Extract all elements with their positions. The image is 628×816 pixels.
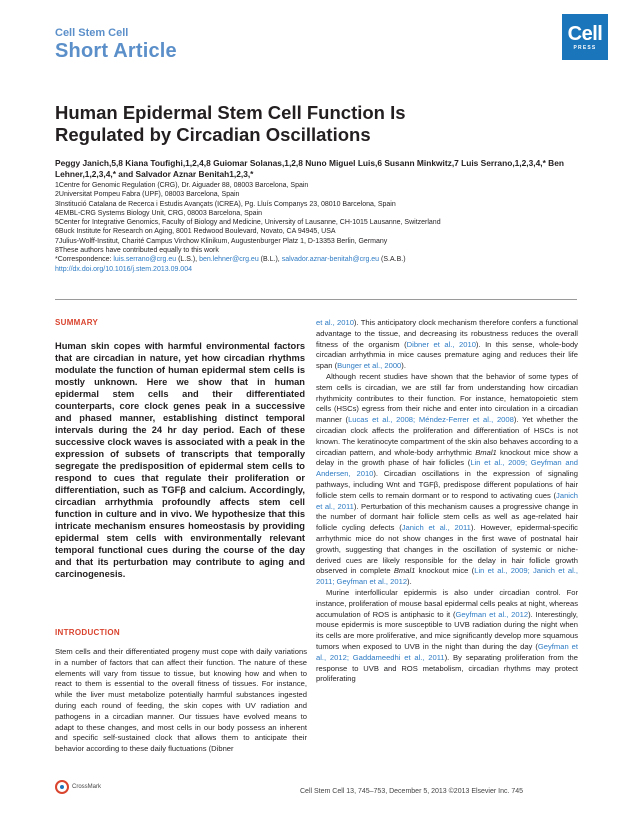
article-type: Short Article	[55, 40, 177, 62]
text-run: Although recent studies have shown that the behavior of some types of stem cells is circadian, we are still far from understanding how circadian rhythmicity contributes to their function. For instance, hematopoietic stem cells (HSCs) egress from their niche and enter into circulation in a circadian manner (	[316, 371, 578, 425]
text-run: ). Circadian oscillations in the expression of signaling pathways, including Wnt and TGFβ, predispose different populations of hair follicle stem cells to remain dormant or to respond to activating cues (	[316, 469, 578, 500]
journal-name: Cell Stem Cell	[55, 27, 129, 39]
text-run: ). However, epidermal-specific arrhythmic mice do not show changes in the first wave of postnatal hair growth, suggesting that changes in the oscillation of systemic or niche-derived cues are likely responsible for the delay in hair follicle growth observed in complete	[316, 523, 578, 576]
citation-link[interactable]: et al., 2010	[316, 318, 354, 327]
affiliation-8: 8These authors have contributed equally to this work	[55, 247, 219, 255]
affiliation-2: 2Universitat Pompeu Fabra (UPF), 08003 Barcelona, Spain	[55, 191, 240, 199]
right-column	[316, 318, 578, 685]
affiliation-1: 1Centre for Genomic Regulation (CRG), Dr. Aiguader 88, 08003 Barcelona, Spain	[55, 182, 309, 189]
text-run: ).	[401, 361, 406, 371]
correspondence-prefix: *Correspondence:	[55, 256, 114, 264]
correspondence	[55, 255, 585, 264]
crossmark-badge[interactable]	[55, 780, 101, 794]
crossmark-label: CrossMark	[72, 784, 102, 790]
correspondence-name-1: (L.S.),	[176, 256, 200, 264]
crossmark-icon	[55, 780, 69, 794]
logo-word: Cell	[567, 22, 603, 45]
affiliation-5: 5Center for Integrative Genomics, Faculty of Biology and Medicine, University of Lausanne, CH-1015 Lausanne, Switzerland	[55, 219, 441, 227]
text-run: ). Perturbation of this mechanism causes a progressive change in the number of dormant hair follicle stem cells as well as age-related hair follicle cycling defects (	[316, 501, 578, 533]
cell-press-logo	[562, 14, 608, 60]
email-link-1[interactable]: luis.serrano@crg.eu	[113, 256, 177, 264]
text-run: ). By separating proliferation from the response to UVB and ROS metabolism, circadian rhythms may protect proliferating	[316, 652, 578, 684]
body-text	[316, 318, 578, 685]
logo-sub: PRESS	[573, 44, 597, 51]
affiliation-4: 4EMBL-CRG Systems Biology Unit, CRG, 08003 Barcelona, Spain	[55, 209, 262, 217]
text-run: ). Interestingly, mouse epidermis is more susceptible to UVB radiation during the night when its cells are more proliferative, and mice significantly develop more squamous tumors when exposed to UVB in the night than during the day (	[316, 609, 578, 651]
text-run: knockout mice (	[415, 566, 475, 576]
citation-link[interactable]: Lucas et al., 2008; Méndez-Ferrer et al., 2008	[348, 415, 514, 425]
article-title: Human Epidermal Stem Cell Function Is Regulated by Circadian Oscillations	[55, 102, 406, 145]
text-run: knockout mice show a delay in the growth phase of hair follicles (	[316, 447, 578, 468]
affiliation-3: 3Institució Catalana de Recerca i Estudis Avançats (ICREA), Pg. Lluís Companys 23, 08010 Barcelona, Spain	[55, 200, 396, 208]
correspondence-name-2: (B.L.),	[258, 256, 282, 264]
introduction-text: Stem cells and their differentiated progeny must cope with daily variations in a number of factors that can affect their function. The nature of these elements will vary from tissue to tissue, but knowing how and when to react to them is essential to the overall fitness of tissues. For instance, while the liver must metabolize potentially harmful substances ingested during each round of feeding, the skin copes with UV radiation and pathogens in a circadian manner. Our tissues have evolved means to adapt to these changes, and most cells in our body possess an inherent and specific self-sustained clock that allows them to anticipate their behavior according to these daily fluctuations (Dibner	[55, 647, 307, 754]
citation-link[interactable]: Lin et al., 2009; Janich et al., 2011; Geyfman et al., 2012	[316, 566, 578, 587]
citation-link[interactable]: Geyfman et al., 2012; Gaddameedhi et al., 2011	[316, 641, 578, 662]
affiliations	[55, 181, 585, 274]
page-footer: Cell Stem Cell 13, 745–753, December 5, 2013 ©2013 Elsevier Inc. 745	[300, 788, 524, 795]
paragraph-2	[316, 372, 578, 588]
citation-link[interactable]: Janich et al., 2011	[316, 490, 578, 511]
affiliation-7: 7Julius-Wolff-Institut, Charité Campus Virchow Klinikum, Augustenburger Platz 1, D-13353 Berlin, Germany	[55, 237, 388, 245]
left-column	[55, 318, 307, 580]
citation-link[interactable]: Geyfman et al., 2012	[455, 609, 529, 619]
paragraph-3	[316, 588, 578, 685]
citation-link[interactable]: Bunger et al., 2000	[337, 361, 402, 371]
section-divider	[55, 299, 577, 300]
text-run: ).	[407, 577, 412, 587]
doi-link[interactable]: http://dx.doi.org/10.1016/j.stem.2013.09.004	[55, 265, 192, 273]
citation-link[interactable]: Dibner et al., 2010	[406, 339, 476, 349]
gene-name: Bmal1	[475, 447, 497, 457]
correspondence-name-3: (S.A.B.)	[379, 256, 406, 264]
introduction-heading: INTRODUCTION	[55, 628, 120, 637]
affiliation-6: 6Buck Institute for Research on Aging, 8001 Redwood Boulevard, Novato, CA 94945, USA	[55, 228, 336, 236]
citation-link[interactable]: Janich et al., 2011	[401, 523, 471, 533]
email-link-2[interactable]: ben.lehner@crg.eu	[199, 256, 259, 264]
text-run: ). In this sense, whole-body circadian arrhythmia in mice causes premature aging and reduces their life span (	[316, 339, 578, 371]
paragraph-1	[316, 318, 578, 372]
citation-link[interactable]: Lin et al., 2009; Geyfman and Andersen, 2010	[316, 458, 578, 479]
text-run: ). This anticipatory clock mechanism therefore confers a functional advantage to the tissue, and decreasing its robustness reduces the overall fitness of the organism (	[316, 318, 578, 349]
text-run: Murine interfollicular epidermis is also under circadian control. For instance, proliferation of mouse basal epidermal cells peaks at night, whereas accumulation of ROS is antiphasic to it (	[316, 587, 578, 619]
email-link-3[interactable]: salvador.aznar-benitah@crg.eu	[281, 256, 380, 264]
text-run: ). Yet whether the circadian clock affects the proliferation and differentiation of HSCs is not known. The keratinocyte compartment of the skin also behaves according to a circadian pattern, and whole-body arrhythmic	[316, 415, 578, 457]
gene-name: Bmal1	[393, 566, 416, 576]
author-list: Peggy Janich,5,8 Kiana Toufighi,1,2,4,8 Guiomar Solanas,1,2,8 Nuno Miguel Luis,6 Susann Minkwitz,7 Luis Serrano,1,2,3,4,* Ben Lehner,1,2,3,4,* and Salvador Aznar Benitah1,2,3,*	[55, 158, 564, 179]
summary-heading: SUMMARY	[55, 318, 99, 327]
summary-text: Human skin copes with harmful environmental factors that are circadian in nature, yet how circadian rhythms modulate the function of human epidermal stem cells is mostly unknown. Here we show that in human epidermal stem cells and their differentiated counterparts, core clock genes peak in a successive and phased manner, establishing distinct temporal intervals during the 24 hr day period. Each of these successive clock waves is associated with a peak in the expression of subsets of transcripts that temporally segregate the predisposition of epidermal stem cells to respond to cues that regulate their proliferation or differentiation, such as TGFβ and calcium. Accordingly, circadian arrhythmia profoundly affects stem cell function in culture and in vivo. We hypothesize that this intricate mechanism ensures homeostasis by providing epidermal stem cells with environmentally relevant temporal functional cues during the course of the day and that its perturbation may contribute to aging and carcinogenesis.	[55, 341, 305, 579]
